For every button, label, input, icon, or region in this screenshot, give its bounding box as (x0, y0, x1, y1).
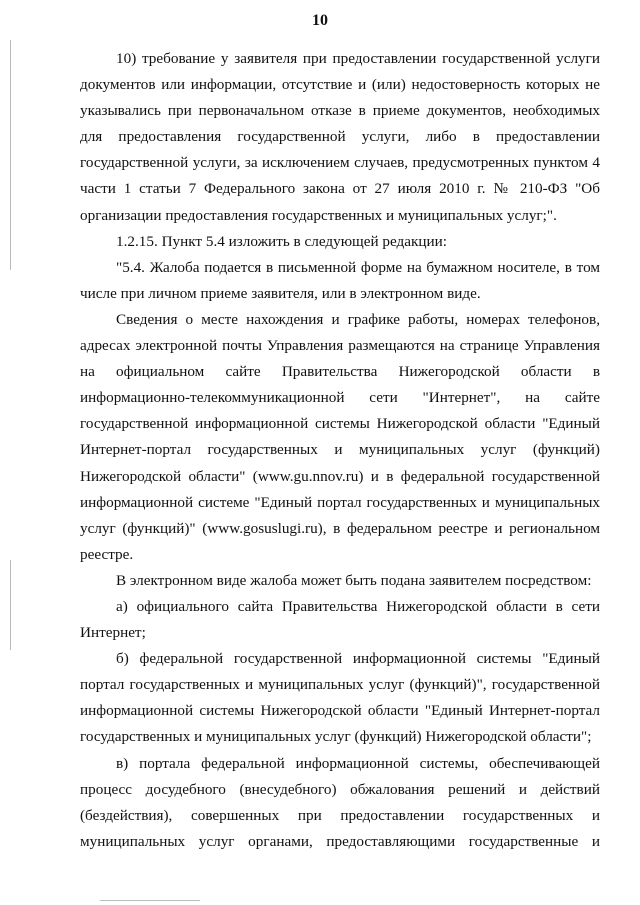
footer-rule (100, 900, 200, 901)
paragraph-item-10: 10) требование у заявителя при предоставлении государственной услуги документов или информации, отсутствие и (или) недостоверность которых не указывались при первоначальном отказе в приеме документов, необходимых для предоставления государственной услуги, либо в предоставлении государственной услуги, за исключением случаев, предусмотренных пунктом 4 части 1 статьи 7 Федерального закона от 27 июля 2010 г. № 210-ФЗ "Об организации предоставления государственных и муниципальных услуг;". (80, 50, 600, 224)
paragraph-option-a: а) официального сайта Правительства Нижегородской области в сети Интернет; (80, 597, 600, 642)
paragraph-option-v: в) портала федеральной информационной системы, обеспечивающей процесс досудебного (внесудебного) обжалования решений и действий (бездействия), совершенных при предоставлении государственных и муниципальных услуг органами, предоставляющими государственные и (80, 754, 600, 850)
scan-margin-line (10, 40, 11, 270)
paragraph-option-b: б) федеральной государственной информационной системы "Единый портал государственных и муниципальных услуг (функций)", государственной информационной системы Нижегородской области "Единый Интернет-портал государственных и муниципальных услуг (функций) Нижегородской области"; (80, 650, 600, 746)
paragraph-electronic-intro: В электронном виде жалоба может быть подана заявителем посредством: (116, 571, 592, 589)
paragraph-amendment-1-2-15: 1.2.15. Пункт 5.4 изложить в следующей редакции: (116, 232, 447, 250)
scan-margin-line (10, 560, 11, 650)
document-body (80, 46, 600, 855)
page-number: 10 (312, 12, 328, 29)
paragraph-5-4: "5.4. Жалоба подается в письменной форме на бумажном носителе, в том числе при личном приеме заявителя, или в электронном виде. (80, 258, 600, 302)
paragraph-contact-info: Сведения о месте нахождения и графике работы, номерах телефонов, адресах электронной почты Управления размещаются на странице Управления на официальном сайте Правительства Нижегородской области в информационно-телекоммуникационной сети "Интернет", на сайте государственной информационной системы Нижегородской области "Единый Интернет-портал государственных и муниципальных услуг (функций) Нижегородской области" (www.gu.nnov.ru) и в федеральной государственной информационной системе "Единый портал государственных и муниципальных услуг (функций)" (www.gosuslugi.ru), в федеральном реестре и региональном реестре. (80, 310, 600, 563)
